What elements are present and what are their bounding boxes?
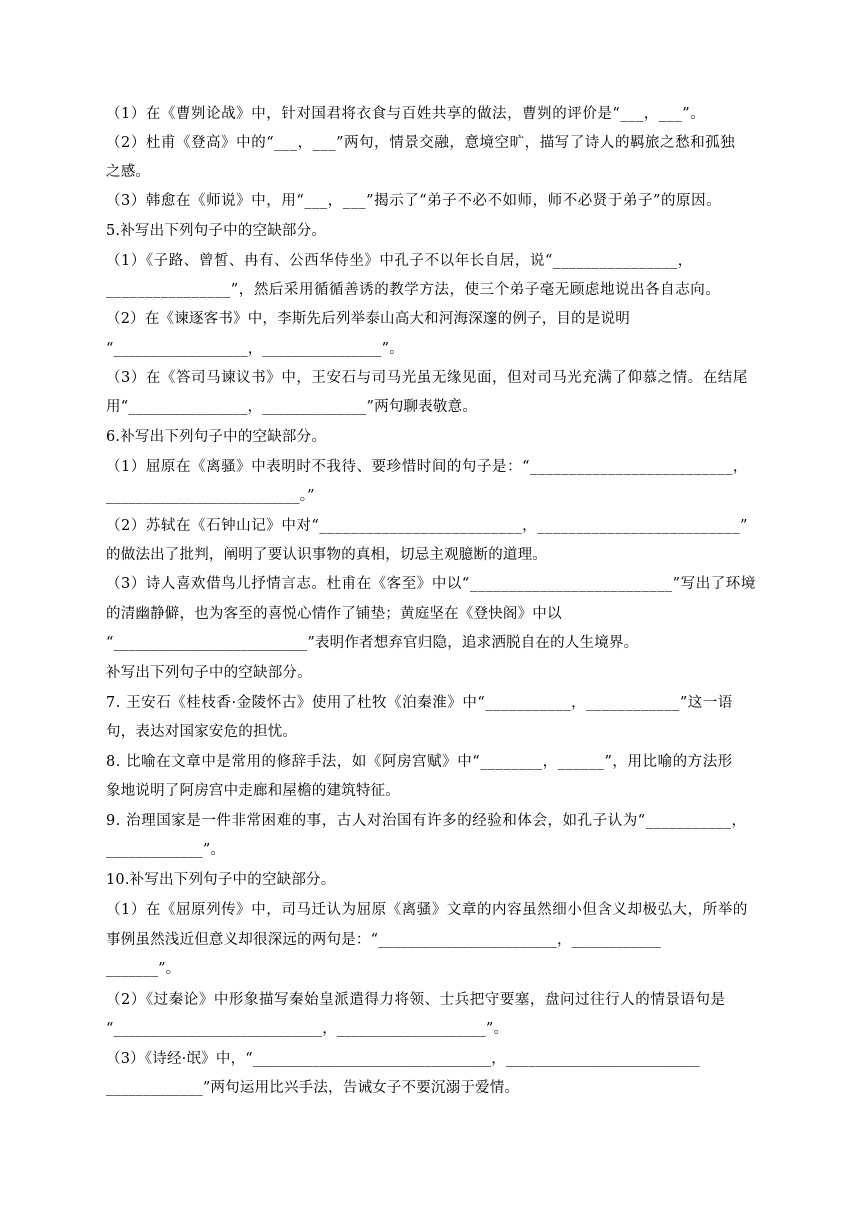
- text-line: 之感。: [106, 164, 151, 180]
- text-line: 事例虽然浅近但意义却很深远的两句是：“________________________，____________: [106, 932, 662, 948]
- text-line: “____________________________，____________________”。: [106, 1021, 509, 1037]
- text-line: （2）苏轼在《石钟山记》中对“__________________________，__________________________”: [106, 518, 748, 534]
- text-line: 的清幽静僻，也为客至的喜悦心情作了铺垫；黄庭坚在《登快阁》中以: [106, 606, 562, 622]
- text-line: _____________”两句运用比兴手法，告诫女子不要沉溺于爱情。: [106, 1080, 520, 1096]
- text-line: “__________________________”表明作者想弃官归隐，追求洒脱自在的人生境界。: [106, 635, 639, 651]
- text-line: （1）在《屈原列传》中，司马迁认为屈原《离骚》文章的内容虽然细小但含义却极弘大，所举的: [106, 902, 748, 918]
- text-line: 6.补写出下列句子中的空缺部分。: [106, 429, 327, 445]
- text-line: _____________”。: [106, 842, 226, 858]
- text-line: （3）诗人喜欢借鸟儿抒情言志。杜甫在《客至》中以“__________________________”写出了环境: [106, 576, 756, 592]
- text-line: （1）屈原在《离骚》中表明时不我待、要珍惜时间的句子是：“__________________________，: [106, 459, 748, 475]
- text-line: 用“________________，______________”两句聊表敬意。: [106, 399, 478, 415]
- text-line: 象地说明了阿房宫中走廊和屋檐的建筑特征。: [106, 783, 400, 799]
- text-line: __________________________。”: [106, 488, 315, 504]
- text-line: （2）杜甫《登高》中的“___，___”两句，情景交融，意境空旷，描写了诗人的羁旅之愁和孤独: [106, 135, 736, 151]
- text-line: 补写出下列句子中的空缺部分。: [106, 665, 312, 681]
- text-line: （2）《过秦论》中形象描写秦始皇派遣得力将领、士兵把守要塞，盘问过往行人的情景语句是: [106, 992, 726, 1008]
- text-line: 10.补写出下列句子中的空缺部分。: [106, 872, 336, 888]
- text-line: 9. 治理国家是一件非常困难的事，古人对治国有许多的经验和体会，如孔子认为“___________，: [106, 813, 747, 829]
- text-line: （1）《子路、曾皙、冉有、公西华侍坐》中孔子不以年长自居，说“________________，: [106, 253, 693, 269]
- text-line: 句，表达对国家安危的担忧。: [106, 724, 298, 740]
- text-line: “__________________，________________”。: [106, 341, 404, 357]
- text-line: ________________”，然后采用循循善诱的教学方法，使三个弟子毫无顾虑地说出各自志向。: [106, 282, 721, 298]
- text-line: （2）在《谏逐客书》中，李斯先后列举泰山高大和河海深邃的例子，目的是说明: [106, 311, 630, 327]
- text-line: （3）韩愈在《师说》中，用“___，___”揭示了“弟子不必不如师，师不必贤于弟子”的原因。: [106, 193, 722, 209]
- text-line: （3）《诗经·氓》中，“________________________________，__________________________: [106, 1051, 700, 1067]
- text-line: _______”。: [106, 961, 181, 977]
- text-line: 8. 比喻在文章中是常用的修辞手法，如《阿房宫赋》中“________，______”，用比喻的方法形: [106, 754, 733, 770]
- text-line: 的做法出了批判，阐明了要认识事物的真相，切忌主观臆断的道理。: [106, 547, 547, 563]
- text-line: 5.补写出下列句子中的空缺部分。: [106, 223, 327, 239]
- text-line: 7. 王安石《桂枝香·金陵怀古》使用了杜牧《泊秦淮》中“___________，____________”这一语: [106, 695, 733, 711]
- text-line: （3）在《答司马谏议书》中，王安石与司马光虽无缘见面，但对司马光充满了仰慕之情。在结尾: [106, 370, 748, 386]
- text-line: （1）在《曹刿论战》中，针对国君将衣食与百姓共享的做法，曹刿的评价是“___，___”。: [106, 106, 706, 122]
